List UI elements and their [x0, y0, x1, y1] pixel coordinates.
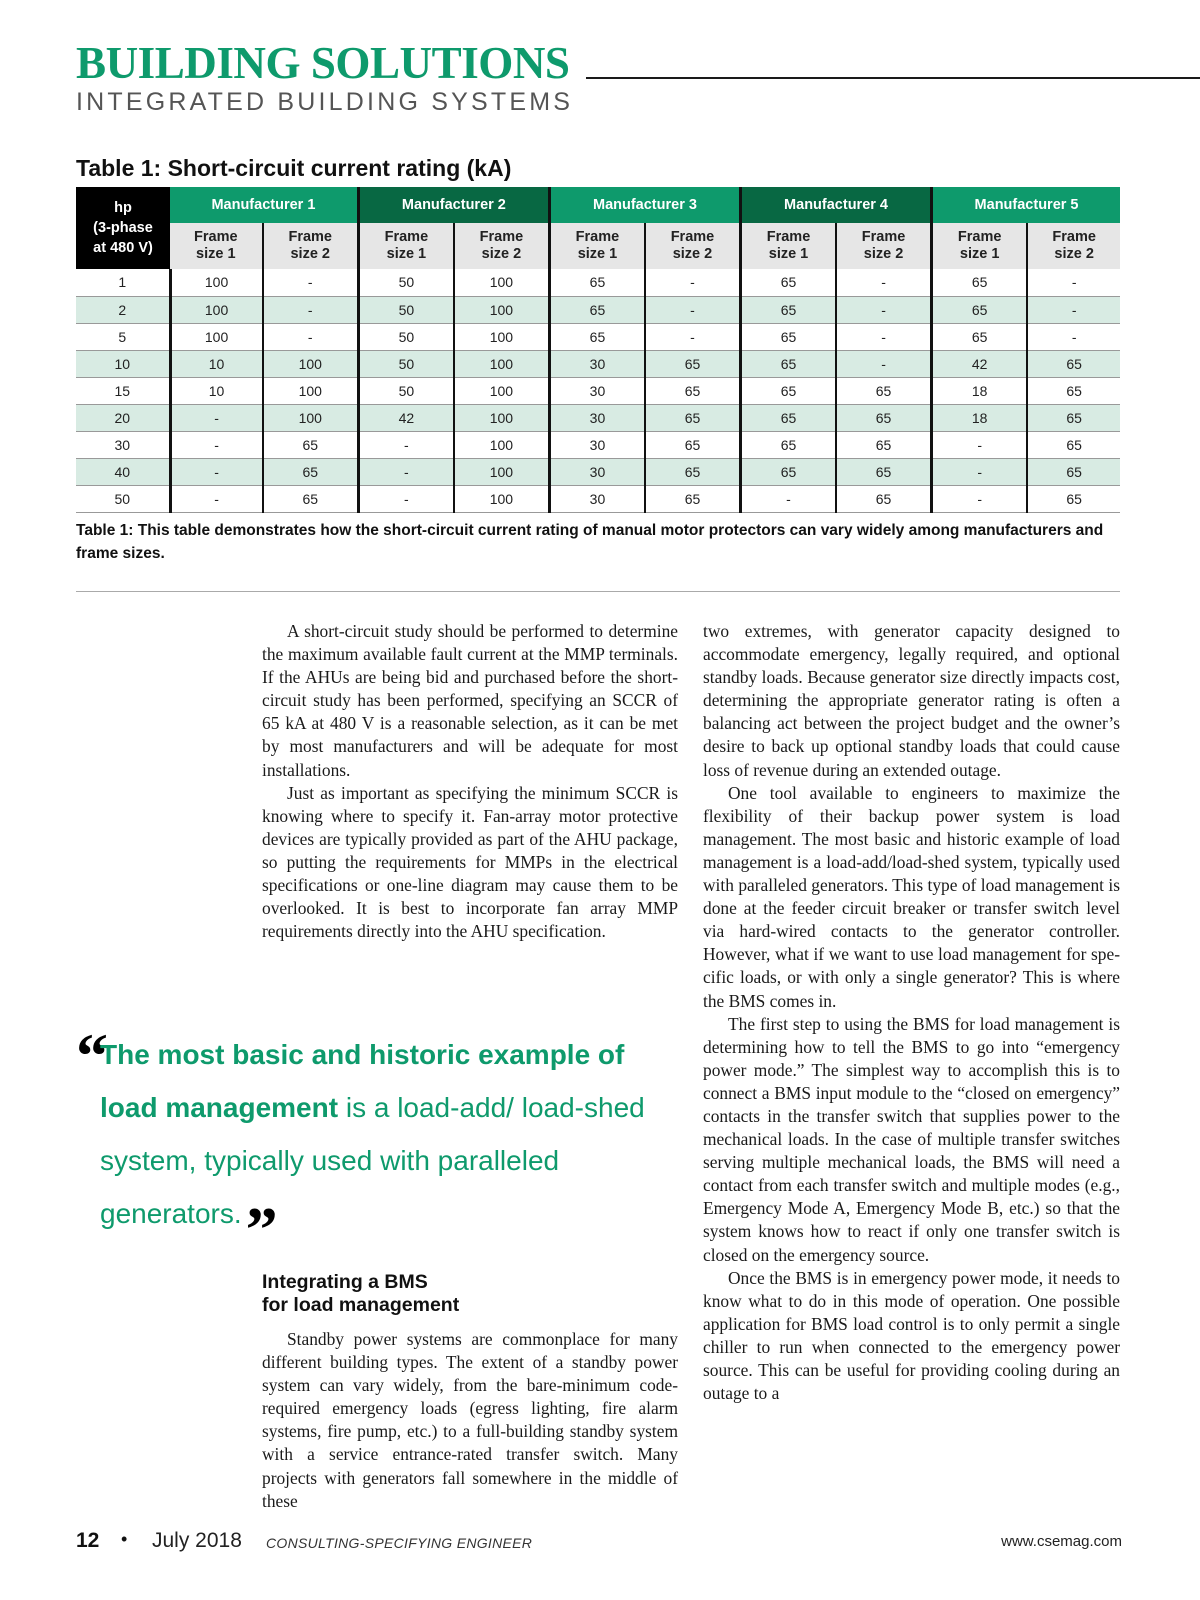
rating-cell: 65 — [263, 485, 359, 512]
article-column-left-bottom — [262, 1328, 678, 1513]
rating-cell: 50 — [358, 269, 454, 296]
frame-size-header — [932, 223, 1028, 269]
rating-cell: 65 — [741, 296, 837, 323]
hp-header-line: at 480 V) — [93, 240, 153, 256]
rating-cell: 65 — [836, 431, 932, 458]
rating-cell: 65 — [263, 458, 359, 485]
frame-label-line: Frame — [957, 229, 1002, 245]
frame-label-line: Frame — [194, 229, 238, 245]
website-link[interactable]: www.csemag.com — [1001, 1533, 1122, 1550]
rating-cell: 30 — [549, 485, 645, 512]
rating-cell: 65 — [645, 458, 741, 485]
hp-cell: 2 — [76, 296, 170, 323]
rating-cell: 65 — [836, 404, 932, 431]
paragraph: A short-circuit study should be performed to determine the maximum available fault current at the MMP terminals. If the AHUs are being bid and purchased before the short-circuit study has been performed, specifying an SCCR of 65 kA at 480 V is a reasonable selection, as it can be met by most manufacturers and will be adequate for most installations. — [262, 621, 678, 780]
frame-label-line: Frame — [575, 229, 620, 245]
rating-cell: 65 — [645, 485, 741, 512]
rating-cell: - — [836, 296, 932, 323]
section-title: INTEGRATED BUILDING SYSTEMS — [76, 88, 574, 116]
page-number: 12 — [76, 1529, 100, 1552]
rating-cell: - — [170, 458, 263, 485]
rating-cell: 65 — [263, 431, 359, 458]
rating-cell: 65 — [1027, 404, 1120, 431]
brand-title: BUILDING SOLUTIONS — [76, 37, 570, 88]
table-caption: Table 1: This table demonstrates how the short-circuit current rating of manual motor protectors can vary widely among manufacturers and frame sizes. — [76, 522, 1104, 562]
rating-cell: - — [170, 431, 263, 458]
close-quote-icon: ” — [245, 1194, 278, 1265]
frame-size-header — [1027, 223, 1120, 269]
rating-cell: 65 — [645, 377, 741, 404]
sccr-table — [76, 187, 1120, 513]
manufacturer-header: Manufacturer 4 — [741, 187, 932, 223]
rating-cell: - — [836, 323, 932, 350]
rating-cell: 30 — [549, 377, 645, 404]
rating-cell: 65 — [836, 377, 932, 404]
hp-cell: 50 — [76, 485, 170, 512]
frame-size-header — [741, 223, 837, 269]
rating-cell: - — [358, 431, 454, 458]
rating-cell: - — [1027, 269, 1120, 296]
frame-label-line: size 1 — [959, 246, 1000, 262]
rating-cell: - — [645, 296, 741, 323]
manufacturer-header: Manufacturer 5 — [932, 187, 1120, 223]
paragraph: One tool available to engineers to maximize the flexibility of their backup power system is load management. The most basic and historic example of load management is a load-add/load-shed system, typically used with paralleled generators. This type of load management is done at the feeder circuit breaker or transfer switch level via hard-wired contacts to the generator controller. However, what if we want to use load management for specific loads, or with only a single generator? This is where the BMS comes in. — [703, 782, 1120, 1011]
frame-label-line: size 2 — [672, 246, 713, 262]
rating-cell: 100 — [263, 404, 359, 431]
rating-cell: 100 — [454, 458, 550, 485]
paragraph: two extremes, with generator capacity designed to accommodate emergency, legally required, and optional standby loads. Because generator size directly impacts cost, determining the appropriate generator rating is often a balancing act between the project budget and the owner’s desire to back up optional standby loads that could cause loss of revenue during an extended outage. — [703, 621, 1120, 780]
frame-label-line: size 1 — [196, 246, 236, 262]
rating-cell: 65 — [549, 296, 645, 323]
rating-cell: 100 — [454, 485, 550, 512]
frame-size-header — [358, 223, 454, 269]
hp-cell: 20 — [76, 404, 170, 431]
rating-cell: 65 — [549, 323, 645, 350]
rating-cell: 30 — [549, 458, 645, 485]
hp-header-line: (3-phase — [93, 220, 153, 236]
table-row — [76, 377, 1120, 404]
rating-cell: - — [1027, 323, 1120, 350]
frame-label-line: size 2 — [481, 246, 522, 262]
frame-label-line: size 1 — [386, 246, 427, 262]
rating-cell: - — [170, 404, 263, 431]
rating-cell: 18 — [932, 377, 1028, 404]
bullet-separator: • — [121, 1529, 128, 1549]
hp-cell: 15 — [76, 377, 170, 404]
rating-cell: 50 — [358, 350, 454, 377]
hp-cell: 40 — [76, 458, 170, 485]
frame-size-header — [645, 223, 741, 269]
rating-cell: - — [263, 323, 359, 350]
page-footer — [76, 1529, 1122, 1559]
rating-cell: - — [170, 485, 263, 512]
rating-cell: 65 — [741, 269, 837, 296]
issue-date: July 2018 — [152, 1529, 242, 1552]
rating-cell: 65 — [1027, 485, 1120, 512]
frame-label-line: Frame — [384, 229, 429, 245]
rating-cell: 65 — [1027, 350, 1120, 377]
rating-cell: - — [263, 269, 359, 296]
rating-cell: 65 — [1027, 431, 1120, 458]
hp-header-line: hp — [114, 200, 132, 216]
rating-cell: 30 — [549, 404, 645, 431]
rating-cell: 10 — [170, 377, 263, 404]
caption-divider — [76, 591, 1120, 592]
rating-cell: - — [1027, 296, 1120, 323]
rating-cell: 65 — [645, 431, 741, 458]
subhead-line: Integrating a BMS — [262, 1271, 428, 1293]
table-row — [76, 296, 1120, 323]
rating-cell: 18 — [932, 404, 1028, 431]
frame-size-header — [454, 223, 550, 269]
rating-cell: 65 — [932, 296, 1028, 323]
rating-cell: 100 — [263, 377, 359, 404]
paragraph: Standby power systems are commonplace for many different building types. The extent of a standby power system can vary widely, from the bare-minimum code-required emergency loads (egress lighting, fire alarm systems, fire pump, etc.) to a full-building standby system with a service entrance-rated transfer switch. Many projects with generators fall somewhere in the middle of these — [262, 1329, 678, 1511]
rating-cell: 100 — [454, 431, 550, 458]
frame-label-line: size 2 — [863, 246, 904, 262]
rating-cell: 50 — [358, 377, 454, 404]
rating-cell: 30 — [549, 350, 645, 377]
rating-cell: 65 — [741, 350, 837, 377]
rating-cell: 65 — [932, 269, 1028, 296]
rating-cell: 65 — [741, 431, 837, 458]
rating-cell: - — [645, 269, 741, 296]
paragraph: Just as important as specifying the minimum SCCR is knowing where to specify it. Fan-array motor protective devices are typically provided as part of the AHU package, so putting the requirements for MMPs in the electrical specifications or one-line diagram may cause them to be overlooked. It is best to incorporate fan array MMP requirements directly into the AHU specification. — [262, 782, 678, 942]
frame-size-header — [170, 223, 263, 269]
frame-label-line: size 1 — [768, 246, 809, 262]
table-title: Table 1: Short-circuit current rating (kA) — [76, 155, 512, 181]
pull-quote-text — [100, 1028, 660, 1265]
rating-cell: 100 — [454, 404, 550, 431]
hp-column-header — [76, 187, 170, 269]
frame-label-line: Frame — [670, 229, 715, 245]
frame-label-line: size 1 — [577, 246, 618, 262]
rating-cell: 100 — [454, 323, 550, 350]
frame-size-header-row — [76, 223, 1120, 269]
rating-cell: 65 — [741, 404, 837, 431]
rating-cell: - — [836, 269, 932, 296]
frame-label-line: Frame — [861, 229, 906, 245]
rating-cell: 10 — [170, 350, 263, 377]
rating-cell: 65 — [932, 323, 1028, 350]
rating-cell: 100 — [170, 323, 263, 350]
paragraph: Once the BMS is in emergency power mode, it needs to know what to do in this mode of operation. One possible application for BMS load control is to only permit a single chiller to run when connected to the emergency power source. This can be useful for providing cooling during an outage to a — [703, 1267, 1120, 1404]
frame-label-line: Frame — [1052, 229, 1096, 245]
publication-name: CONSULTING-SPECIFYING ENGINEER — [266, 1535, 533, 1551]
table-row — [76, 350, 1120, 377]
table-body — [76, 269, 1120, 512]
frame-label-line: Frame — [766, 229, 811, 245]
paragraph: The first step to using the BMS for load management is determining how to tell the BMS to go into “emergency power mode.” The simplest way to accomplish this is to connect a BMS input module to the “closed on emergency” contacts in the transfer switch that supplies power to the mechanical loads. In the case of multiple transfer switches serving multiple mechanical loads, the BMS will need a contact from each transfer switch and multiple modes (e.g., Emergency Mode A, Emergency Mode B, etc.) so that the system knows how to react if only one transfer switch is closed on the emergency source. — [703, 1013, 1120, 1265]
rating-cell: 42 — [932, 350, 1028, 377]
rating-cell: 100 — [170, 269, 263, 296]
hp-cell: 10 — [76, 350, 170, 377]
rating-cell: - — [741, 485, 837, 512]
hp-cell: 1 — [76, 269, 170, 296]
frame-size-header — [263, 223, 359, 269]
frame-label-line: Frame — [288, 229, 332, 245]
rating-cell: 65 — [645, 404, 741, 431]
manufacturer-header: Manufacturer 3 — [549, 187, 740, 223]
page-header — [76, 37, 1200, 117]
rating-cell: - — [263, 296, 359, 323]
rating-cell: 100 — [454, 350, 550, 377]
pull-quote-bold: The most basic and historic example of load management — [100, 1039, 625, 1123]
rating-cell: 30 — [549, 431, 645, 458]
rating-cell: 65 — [836, 485, 932, 512]
frame-label-line: size 2 — [290, 246, 330, 262]
table-row — [76, 458, 1120, 485]
table-row — [76, 269, 1120, 296]
rating-cell: 50 — [358, 296, 454, 323]
frame-size-header — [549, 223, 645, 269]
rating-cell: - — [836, 350, 932, 377]
frame-size-header — [836, 223, 932, 269]
manufacturer-header: Manufacturer 2 — [358, 187, 549, 223]
table-row — [76, 485, 1120, 512]
rating-cell: 65 — [741, 458, 837, 485]
table-row — [76, 323, 1120, 350]
rating-cell: - — [645, 323, 741, 350]
rating-cell: 65 — [645, 350, 741, 377]
rating-cell: - — [358, 458, 454, 485]
rating-cell: 65 — [1027, 458, 1120, 485]
pull-quote-regular: is a load-add/ load-shed system, typically used with paralleled generators. — [100, 1092, 645, 1229]
rating-cell: - — [932, 458, 1028, 485]
header-rule — [586, 77, 1200, 79]
rating-cell: 50 — [358, 323, 454, 350]
rating-cell: 100 — [454, 377, 550, 404]
manufacturer-header: Manufacturer 1 — [170, 187, 358, 223]
subhead-line: for load management — [262, 1294, 460, 1316]
rating-cell: 65 — [549, 269, 645, 296]
rating-cell: 65 — [836, 458, 932, 485]
rating-cell: 65 — [741, 323, 837, 350]
frame-label-line: size 2 — [1054, 246, 1094, 262]
table-row — [76, 404, 1120, 431]
article-column-left-top — [262, 620, 678, 943]
open-quote-icon: “ — [76, 1020, 108, 1091]
frame-label-line: Frame — [479, 229, 524, 245]
section-subhead — [262, 1271, 459, 1317]
rating-cell: 42 — [358, 404, 454, 431]
article-column-right — [703, 620, 1120, 1405]
rating-cell: 65 — [741, 377, 837, 404]
table-row — [76, 431, 1120, 458]
hp-cell: 30 — [76, 431, 170, 458]
rating-cell: 100 — [454, 269, 550, 296]
rating-cell: 100 — [263, 350, 359, 377]
hp-cell: 5 — [76, 323, 170, 350]
rating-cell: 65 — [1027, 377, 1120, 404]
rating-cell: 100 — [454, 296, 550, 323]
rating-cell: 100 — [170, 296, 263, 323]
rating-cell: - — [932, 431, 1028, 458]
rating-cell: - — [932, 485, 1028, 512]
rating-cell: - — [358, 485, 454, 512]
